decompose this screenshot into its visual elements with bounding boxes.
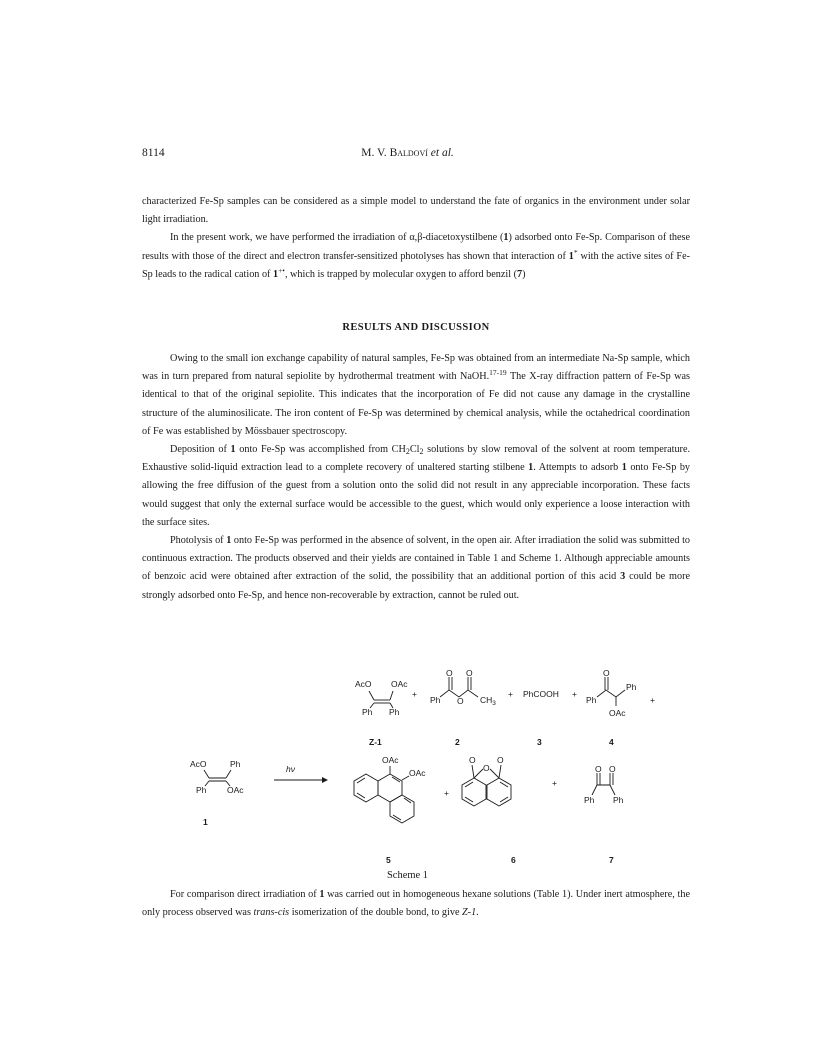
svg-text:O: O [497,755,504,765]
compound-number: 4 [609,737,614,747]
paragraph: Photolysis of 1 onto Fe-Sp was performed in the absence of solvent, in the open air. After irradiation the solid was submitted to continuous extraction. The products observed and their yields are contained in Table 1 and Scheme 1. Although appreciable amounts of benzoic acid were obtained after extraction of the solid, the possibility that an additional portion of this acid 3 could be more strongly adsorbed onto Fe-Sp, and hence non-recoverable by extraction, cannot be ruled out. [142,535,691,601]
compound-5 [354,755,426,823]
svg-text:Ph: Ph [196,785,207,795]
compound-number: 7 [609,855,614,865]
scheme-caption: Scheme 1 [386,870,429,881]
svg-text:+: + [508,689,513,699]
after-scheme-text [142,886,690,922]
running-head: M. V. Baldoví et al. [361,147,454,159]
svg-text:Ph: Ph [613,795,624,805]
svg-text:+: + [444,788,449,798]
svg-text:+: + [650,695,655,705]
reference: 17-19 [489,368,507,378]
reaction-arrow [274,764,328,783]
svg-text:OAc: OAc [609,708,626,718]
svg-text:CH3: $CH_3$ [480,695,496,707]
svg-text:Ph: Ph [430,695,441,705]
page-number: 8114 [142,147,165,159]
svg-text:OAc: OAc [409,768,426,778]
compound-7 [584,764,624,805]
paragraph: For comparison direct irradiation of 1 was carried out in homogeneous hexane solutions (Table 1). Under inert atmosphere, the only process observed was trans-cis isomerization of the double bond, to give Z-1. [142,889,690,919]
section-heading: RESULTS AND DISCUSSION [342,322,490,333]
svg-text:OAc: OAc [382,755,399,765]
compound-4 [586,668,637,718]
compound-2 [430,668,496,707]
svg-text:hν: hν [286,764,295,774]
paragraph: characterized Fe-Sp samples can be considered as a simple model to understand the fate of organics in the environment under solar light irradiation. [142,196,690,226]
paragraph: Owing to the small ion exchange capability of natural samples, Fe-Sp was obtained from an intermediate Na-Sp sample, which was in turn prepared from natural sepiolite by hydrothermal treatment with NaOH.$^{17-19}$ The X-ray diffraction pattern of Fe-Sp was identical to that of the original sepiolite. This indicates that the incorporation of Fe did not cause any damage in the crystalline structure of the aluminosilicate. The iron content of Fe-Sp was determined by chemical analysis, while the octahedrical coordination of Fe was established by Mössbauer spectroscopy. [142,353,690,437]
paragraph: In the present work, we have performed the irradiation of α,β-diacetoxystilbene (1) adsorbed onto Fe-Sp. Comparison of these results with those of the direct and electron transfer-sensitized photolyses has shown that interaction of 1* with the active sites of Fe-Sp leads to the radical cation of 1+•, which is trapped by molecular oxygen to afford benzil (7) [142,232,691,280]
svg-text:+: + [412,689,417,699]
svg-text:Ph: Ph [586,695,597,705]
svg-text:+: + [572,689,577,699]
svg-text:O: O [466,668,473,678]
svg-text:AcO: AcO [355,679,372,689]
compound-number: 1 [203,817,208,827]
svg-text:+: + [552,778,557,788]
svg-text:O: O [609,764,616,774]
compound-1 [190,759,244,795]
paragraph: Deposition of 1 onto Fe-Sp was accomplished from CH2Cl2 solutions by slow removal of the solvent at room temperature. Exhaustive solid-liquid extraction lead to a complete recovery of unaltered starting stilbene 1. Attempts to adsorb 1 onto Fe-Sp by allowing the free diffusion of the guest from a solution onto the solid did not result in any appreciable incorporation. These facts would suggest that only the external surface would be accessible to the guest, which would only experience a loose interaction with the surface sites. [142,444,691,528]
svg-text:AcO: AcO [190,759,207,769]
compound-number: Z-1 [369,737,382,747]
svg-text:Ph: Ph [626,682,637,692]
svg-text:Ph: Ph [230,759,241,769]
svg-text:O: O [457,696,464,706]
svg-text:OAc: OAc [227,785,244,795]
svg-text:O: O [595,764,602,774]
compound-number: 5 [386,855,391,865]
compound-number: 3 [537,737,542,747]
compound-6 [462,755,511,806]
svg-text:O: O [469,755,476,765]
results-text [142,350,690,605]
intro-text [142,193,690,284]
compound-number: 6 [511,855,516,865]
svg-text:Ph: Ph [584,795,595,805]
svg-text:O: O [446,668,453,678]
page-header [0,147,815,163]
compound-3: PhCOOH [523,689,559,699]
author-name: Baldoví [389,147,428,159]
svg-text:O: O [603,668,610,678]
svg-text:Ph: Ph [362,707,373,717]
compound-number: 2 [455,737,460,747]
svg-text:Ph: Ph [389,707,400,717]
svg-text:O: O [483,763,490,773]
svg-text:OAc: OAc [391,679,408,689]
compound-z1 [355,679,408,717]
